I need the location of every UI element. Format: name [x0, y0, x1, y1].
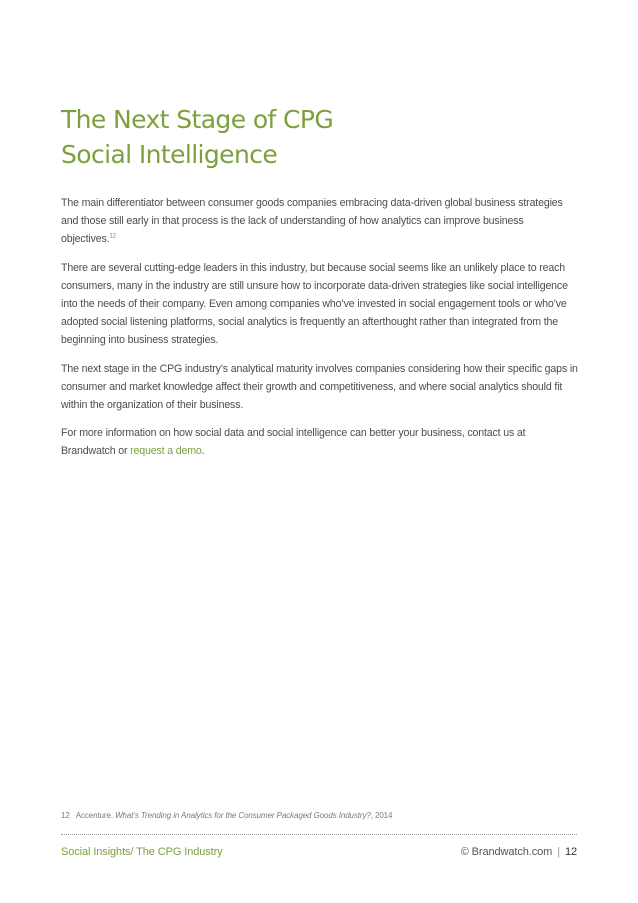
- footnote-reference: 12: [109, 233, 116, 240]
- footer-right: [461, 846, 577, 858]
- footer-section-title: Social Insights/ The CPG Industry: [61, 846, 223, 858]
- paragraph-2: There are several cutting-edge leaders in this industry, but because social seems like an unlikely place to reach consumers, many in the industry are still unsure how to incorporate data-driven strategies like social intelligence into the needs of their company. Even among companies who’ve invested in social engagement tools or who’ve adopted social listening platforms, social analytics is frequently an afterthought rather than integrated from the beginning into business strategies.: [61, 261, 568, 347]
- footnote-title: What’s Trending in Analytics for the Consumer Packaged Goods Industry?: [115, 811, 371, 820]
- paragraph-4: [61, 424, 581, 460]
- footnote-source: Accenture.: [75, 811, 113, 820]
- footer-separator: |: [557, 846, 560, 858]
- page-title: [61, 102, 581, 172]
- footer-divider: [61, 834, 577, 835]
- request-demo-link[interactable]: request a demo: [130, 445, 202, 458]
- page-title-line-2: Social Intelligence: [61, 140, 278, 169]
- footnote-number: 12: [61, 811, 70, 820]
- paragraph-1: [61, 194, 581, 249]
- footer-copyright: © Brandwatch.com: [460, 846, 553, 858]
- paragraph-3: The next stage in the CPG industry’s analytical maturity involves companies considering how their specific gaps in consumer and market knowledge affect their growth and competitiveness, and where social analytics should fit within the organization of their business.: [61, 362, 578, 412]
- footnote-year: , 2014: [370, 811, 393, 820]
- paragraph-4-text: For more information on how social data and social intelligence can better your business, contact us at Brandwatch or: [61, 427, 526, 458]
- footnote: [61, 811, 392, 820]
- page-title-line-1: The Next Stage of CPG: [61, 105, 334, 134]
- paragraph-1-text: The main differentiator between consumer goods companies embracing data-driven global business strategies and those still early in that process is the lack of understanding of how analytics can improve business objectives.: [61, 197, 563, 246]
- paragraph-4-end: .: [201, 445, 205, 458]
- page-number: 12: [564, 846, 577, 858]
- body-text: [61, 194, 581, 471]
